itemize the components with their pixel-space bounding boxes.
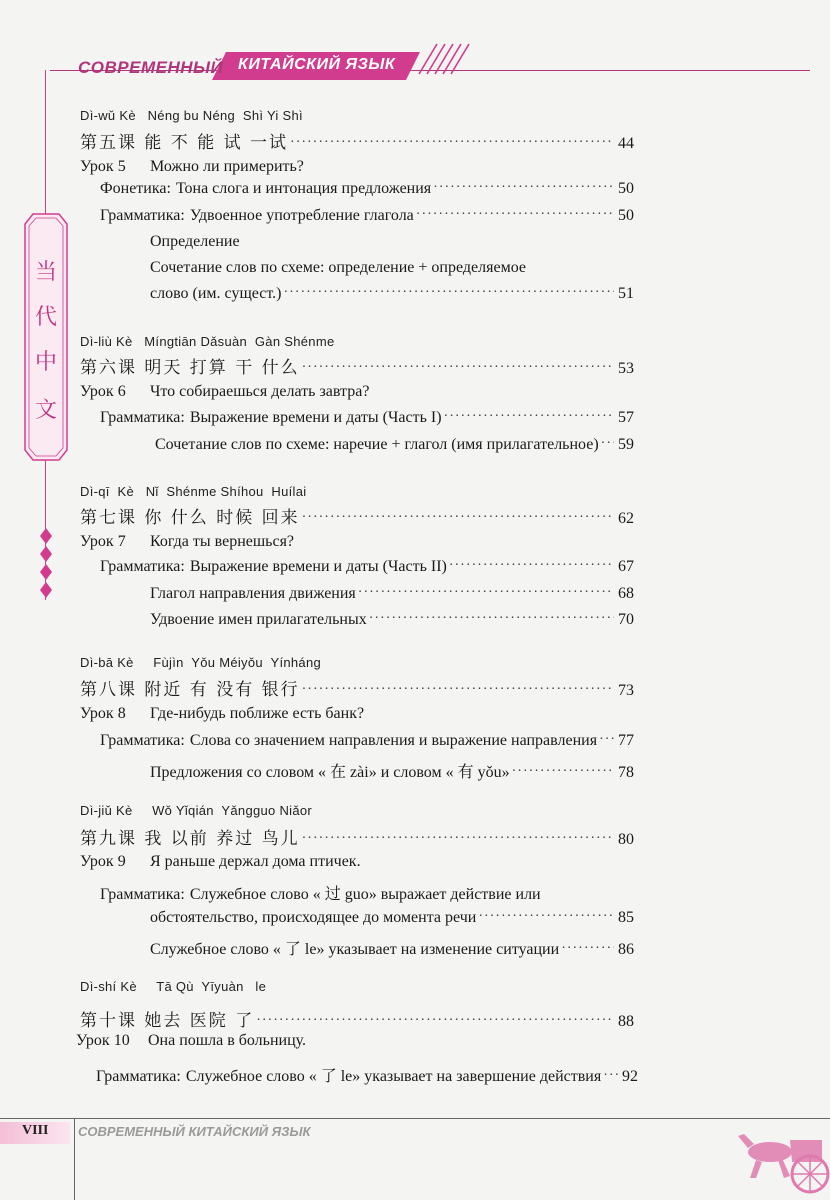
lesson-cn-row[interactable] bbox=[0, 503, 634, 529]
lesson-pinyin: Dì-wǔ Kè Néng bu Néng Shì Yi Shì bbox=[80, 108, 303, 123]
side-tab-char: 当 bbox=[34, 260, 57, 285]
leader-dots bbox=[302, 829, 614, 847]
entry-text: слово (им. сущест.) bbox=[150, 285, 282, 302]
toc-entry[interactable] bbox=[0, 259, 634, 285]
chariot-ornament-icon bbox=[730, 1112, 830, 1200]
lesson-pinyin: Dì-jiǔ Kè Wǒ Yǐqián Yǎngguo Niǎor bbox=[80, 803, 313, 818]
lesson-label: Урок 9 bbox=[80, 853, 126, 870]
page-number: 51 bbox=[618, 285, 634, 302]
header-stripes-ornament bbox=[415, 40, 475, 76]
page-number: 85 bbox=[618, 909, 634, 926]
leader-dots bbox=[416, 205, 614, 223]
lesson-label: Урок 8 bbox=[80, 705, 126, 722]
page-number: 50 bbox=[618, 207, 634, 224]
page-number: 86 bbox=[618, 941, 634, 958]
lesson-ru-title: Когда ты вернешься? bbox=[150, 533, 295, 550]
leader-dots bbox=[290, 133, 614, 151]
toc-entry[interactable] bbox=[0, 611, 634, 637]
lesson-ru-row bbox=[0, 853, 634, 879]
lesson-cn-row[interactable] bbox=[0, 675, 634, 701]
entry-text: Служебное слово « 了 le» указывает на изменение ситуации bbox=[150, 941, 560, 958]
lesson-cn-row[interactable] bbox=[0, 128, 634, 154]
lesson-label: Урок 7 bbox=[80, 533, 126, 550]
page-number: 80 bbox=[618, 831, 634, 848]
entry-label: Грамматика: bbox=[100, 207, 185, 224]
toc-entry[interactable] bbox=[0, 436, 634, 462]
entry-text: Удвоенное употребление глагола bbox=[189, 207, 414, 224]
lesson-ru-title: Можно ли примерить? bbox=[150, 158, 304, 175]
toc-entry[interactable] bbox=[0, 881, 634, 907]
page-number: 92 bbox=[622, 1068, 638, 1085]
leader-dots bbox=[369, 609, 614, 627]
lesson-label: Урок 6 bbox=[80, 383, 126, 400]
toc-entry[interactable] bbox=[0, 558, 634, 584]
leader-dots bbox=[283, 283, 614, 301]
lesson-ru-title: Что собираешься делать завтра? bbox=[150, 383, 370, 400]
leader-dots bbox=[358, 583, 614, 601]
side-tab-char: 中 bbox=[34, 350, 57, 375]
lesson-ru-row bbox=[0, 383, 634, 409]
page-number: 78 bbox=[618, 764, 634, 781]
page-number: 73 bbox=[618, 682, 634, 699]
lesson-ru-title: Я раньше держал дома птичек. bbox=[150, 853, 361, 870]
leader-dots bbox=[478, 907, 614, 925]
page-number: 62 bbox=[618, 510, 634, 527]
lesson-ru-title: Она пошла в больницу. bbox=[148, 1032, 307, 1049]
footer-title: СОВРЕМЕННЫЙ КИТАЙСКИЙ ЯЗЫК bbox=[78, 1124, 311, 1139]
page-number: 77 bbox=[618, 732, 634, 749]
toc-entry[interactable] bbox=[0, 233, 634, 259]
leader-dots bbox=[512, 762, 614, 780]
lesson-label: Урок 10 bbox=[76, 1032, 130, 1049]
lesson-cn-title: 第十课 她去 医院 了 bbox=[80, 1011, 255, 1031]
lesson-pinyin: Dì-shí Kè Tā Qù Yīyuàn le bbox=[80, 979, 267, 994]
lesson-ru-row bbox=[0, 705, 634, 731]
entry-text: Сочетание слов по схеме: определение + определяемое bbox=[150, 259, 526, 276]
lesson-ru-title: Где-нибудь поближе есть банк? bbox=[150, 705, 365, 722]
header-title-part2: КИТАЙСКИЙ ЯЗЫК bbox=[238, 56, 396, 73]
leader-dots bbox=[561, 939, 614, 957]
page-number: 44 bbox=[618, 135, 634, 152]
page-number: 88 bbox=[618, 1013, 634, 1030]
lesson-pinyin: Dì-qī Kè Nǐ Shénme Shíhou Huílai bbox=[80, 484, 307, 499]
toc-entry[interactable] bbox=[0, 759, 634, 785]
entry-label: Грамматика: bbox=[100, 732, 185, 749]
leader-dots bbox=[601, 434, 614, 452]
page-number: 50 bbox=[618, 180, 634, 197]
entry-label: Грамматика: bbox=[100, 558, 185, 575]
leader-dots bbox=[256, 1011, 614, 1029]
entry-text: Сочетание слов по схеме: наречие + глагол (имя прилагательное) bbox=[155, 436, 599, 453]
leader-dots bbox=[449, 556, 614, 574]
toc-entry[interactable] bbox=[0, 409, 634, 435]
entry-text: Служебное слово « 过 guo» выражает действие или bbox=[189, 886, 541, 903]
entry-text: Предложения со словом « 在 zài» и словом « 有 yǒu» bbox=[150, 764, 510, 781]
toc-entry[interactable] bbox=[0, 936, 634, 962]
entry-text: Определение bbox=[150, 233, 240, 250]
lesson-label: Урок 5 bbox=[80, 158, 126, 175]
toc-entry[interactable] bbox=[0, 1063, 638, 1089]
side-tab-char: 代 bbox=[34, 305, 57, 330]
lesson-cn-row[interactable] bbox=[0, 1006, 634, 1032]
entry-text: Служебное слово « 了 le» указывает на завершение действия bbox=[185, 1068, 602, 1085]
toc-entry[interactable] bbox=[0, 285, 634, 311]
entry-text: обстоятельство, происходящее до момента речи bbox=[150, 909, 477, 926]
lesson-cn-title: 第六课 明天 打算 干 什么 bbox=[80, 358, 300, 378]
toc-entry[interactable] bbox=[0, 585, 634, 611]
leader-dots bbox=[302, 680, 614, 698]
toc-entry[interactable] bbox=[0, 207, 634, 233]
toc-entry[interactable] bbox=[0, 909, 634, 935]
page-number: 57 bbox=[618, 409, 634, 426]
leader-dots bbox=[603, 1066, 618, 1084]
lesson-cn-title: 第七课 你 什么 时候 回来 bbox=[80, 508, 300, 528]
entry-text: Глагол направления движения bbox=[150, 585, 356, 602]
entry-label: Грамматика: bbox=[96, 1068, 181, 1085]
leader-dots bbox=[599, 730, 614, 748]
lesson-cn-title: 第八课 附近 有 没有 银行 bbox=[80, 680, 300, 700]
leader-dots bbox=[444, 407, 614, 425]
entry-text: Выражение времени и даты (Часть II) bbox=[189, 558, 447, 575]
entry-text: Удвоение имен прилагательных bbox=[150, 611, 367, 628]
page-number: 59 bbox=[618, 436, 634, 453]
page-number: 53 bbox=[618, 360, 634, 377]
leader-dots bbox=[302, 508, 614, 526]
entry-text: Выражение времени и даты (Часть I) bbox=[189, 409, 442, 426]
lesson-pinyin: Dì-liù Kè Míngtiān Dǎsuàn Gàn Shénme bbox=[80, 334, 335, 349]
page-number: 67 bbox=[618, 558, 634, 575]
page-number: 70 bbox=[618, 611, 634, 628]
lesson-cn-row[interactable] bbox=[0, 353, 634, 379]
lesson-pinyin: Dì-bā Kè Fùjìn Yǒu Méiyǒu Yínháng bbox=[80, 655, 322, 670]
leader-dots bbox=[302, 358, 614, 376]
lesson-cn-title: 第九课 我 以前 养过 鸟儿 bbox=[80, 829, 300, 849]
footer-page-number: VIII bbox=[22, 1123, 49, 1138]
header-title-part1: СОВРЕМЕННЫЙ bbox=[78, 58, 224, 77]
entry-text: Тона слога и интонация предложения bbox=[175, 180, 432, 197]
entry-label: Грамматика: bbox=[100, 409, 185, 426]
lesson-cn-row[interactable] bbox=[0, 824, 634, 850]
lesson-cn-title: 第五课 能 不 能 试 一试 bbox=[80, 133, 289, 153]
footer-rule bbox=[0, 1118, 830, 1119]
toc-entry[interactable] bbox=[0, 180, 634, 206]
footer-divider bbox=[74, 1118, 75, 1200]
page-number: 68 bbox=[618, 585, 634, 602]
lesson-ru-row bbox=[0, 1032, 634, 1058]
entry-label: Фонетика: bbox=[100, 180, 171, 197]
side-tab-char: 文 bbox=[34, 398, 57, 423]
leader-dots bbox=[433, 178, 614, 196]
entry-label: Грамматика: bbox=[100, 886, 185, 903]
entry-text: Слова со значением направления и выражение направления bbox=[189, 732, 598, 749]
toc-entry[interactable] bbox=[0, 732, 634, 758]
